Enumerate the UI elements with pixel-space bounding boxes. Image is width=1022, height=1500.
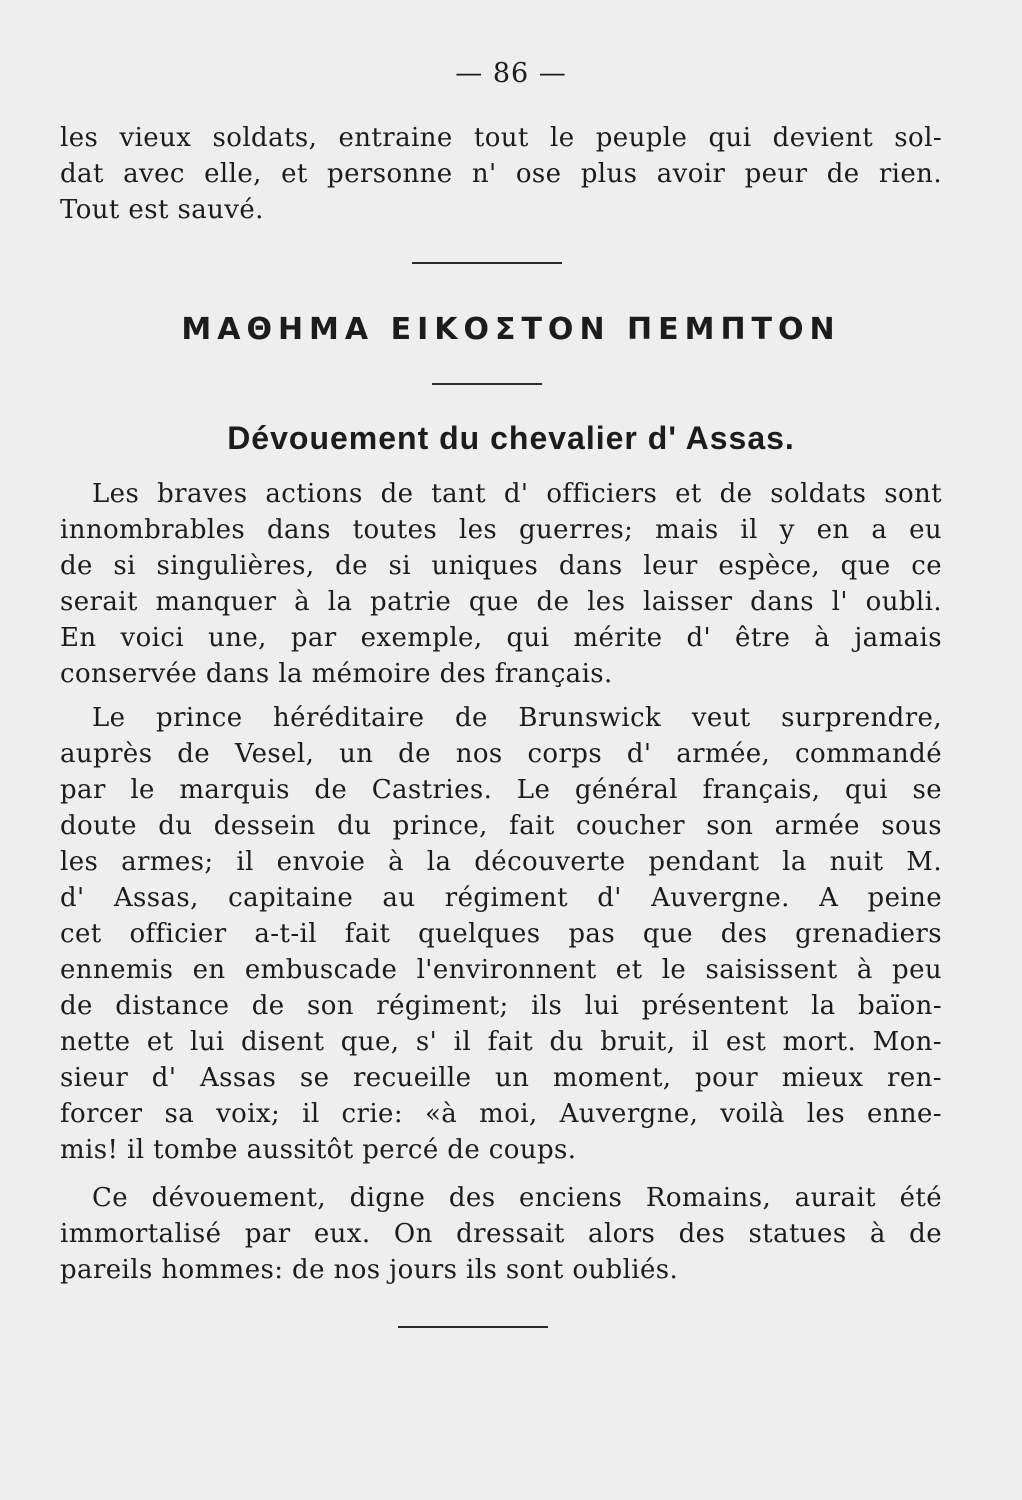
paragraph-2 (60, 700, 942, 1168)
text-line: serait manquer à la patrie que de les laisser dans l' oubli. (60, 587, 942, 617)
text-line: dat avec elle, et personne n' ose plus avoir peur de rien. (60, 159, 942, 189)
text-line: ennemis en embuscade l'environnent et le saisissent à peu (60, 955, 942, 985)
text-line: doute du dessein du prince, fait coucher son armée sous (60, 811, 942, 841)
lesson-heading: ΜΑΘΗΜΑ ΕΙΚΟΣΤΟΝ ΠΕΜΠΤΟΝ (181, 312, 841, 347)
text-line: Tout est sauvé. (60, 195, 264, 225)
text-line: d' Assas, capitaine au régiment d' Auvergne. A peine (60, 883, 942, 913)
text-line: innombrables dans toutes les guerres; mais il y en a eu (60, 515, 942, 545)
intro-paragraph (60, 120, 942, 228)
paragraph-3 (60, 1180, 942, 1288)
separator-rule-middle (432, 383, 542, 385)
separator-rule-bottom (398, 1326, 548, 1328)
section-title: Dévouement du chevalier d' Assas. (227, 420, 795, 456)
text-line: Le prince héréditaire de Brunswick veut surprendre, (92, 703, 942, 733)
text-line: de si singulières, de si uniques dans leur espèce, que ce (60, 551, 942, 581)
text-line: En voici une, par exemple, qui mérite d' être à jamais (60, 623, 942, 653)
page-number: — 86 — (455, 58, 567, 89)
separator-rule-top (412, 262, 562, 264)
text-line: Ce dévouement, digne des enciens Romains, aurait été (92, 1183, 942, 1213)
text-line: immortalisé par eux. On dressait alors des statues à de (60, 1219, 942, 1249)
text-line: nette et lui disent que, s' il fait du bruit, il est mort. Mon- (60, 1027, 942, 1057)
text-line: conservée dans la mémoire des français. (60, 659, 613, 689)
text-line: les vieux soldats, entraine tout le peuple qui devient sol- (60, 123, 942, 153)
text-line: auprès de Vesel, un de nos corps d' armée, commandé (60, 739, 942, 769)
text-line: forcer sa voix; il crie: «à moi, Auvergne, voilà les enne- (60, 1099, 942, 1129)
text-line: pareils hommes: de nos jours ils sont oubliés. (60, 1255, 679, 1285)
text-line: mis! il tombe aussitôt percé de coups. (60, 1135, 577, 1165)
text-line: les armes; il envoie à la découverte pendant la nuit M. (60, 847, 942, 877)
text-line: Les braves actions de tant d' officiers et de soldats sont (92, 479, 942, 509)
text-line: sieur d' Assas se recueille un moment, pour mieux ren- (60, 1063, 942, 1093)
text-line: de distance de son régiment; ils lui présentent la baïon- (60, 991, 942, 1021)
paragraph-1 (60, 476, 942, 692)
text-line: par le marquis de Castries. Le général français, qui se (60, 775, 942, 805)
text-line: cet officier a-t-il fait quelques pas que des grenadiers (60, 919, 942, 949)
